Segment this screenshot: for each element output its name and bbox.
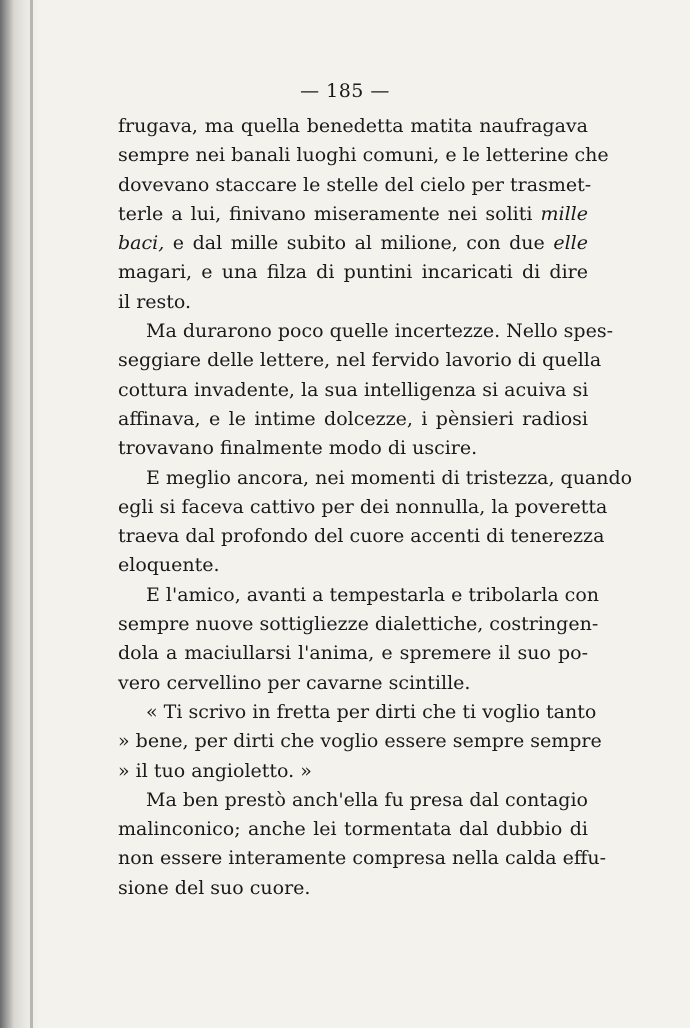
italic-text: elle — [553, 232, 588, 255]
body-text — [118, 112, 633, 903]
text-line: traeva dal profondo del cuore accenti di tenerezza — [118, 525, 605, 548]
text-line: » bene, per dirti che voglio essere sempre sempre — [118, 730, 602, 753]
text-line: trovavano finalmente modo di uscire. — [118, 437, 478, 460]
text-line: dola a maciullarsi l'anima, e spremere il suo po- — [118, 642, 588, 665]
text-line: cottura invadente, la sua intelligenza si acuiva si — [118, 378, 589, 401]
text-line: malinconico; anche lei tormentata dal dubbio di — [118, 818, 588, 841]
text-line: E l'amico, avanti a tempestarla e tribolarla con — [146, 583, 600, 606]
text-line: Ma durarono poco quelle incertezze. Nello spes- — [146, 320, 614, 343]
text-line: non essere interamente compresa nella calda effu- — [118, 847, 607, 870]
text-line: vero cervellino per cavarne scintille. — [118, 671, 471, 694]
text-line: baci, e dal mille subito al milione, con due elle — [118, 232, 588, 255]
text-line: » il tuo angioletto. » — [118, 759, 312, 782]
italic-text: mille — [540, 202, 588, 225]
text-line: sione del suo cuore. — [118, 876, 311, 899]
page-binding-shadow — [0, 0, 40, 1028]
text-line: frugava, ma quella benedetta matita naufragava — [118, 115, 588, 137]
italic-text: baci, — [118, 232, 165, 255]
text-line: il resto. — [118, 290, 192, 313]
text-line: eloquente. — [118, 554, 220, 577]
text-line: sempre nuove sottigliezze dialettiche, costringen- — [118, 613, 599, 636]
page-number: — 185 — — [300, 80, 390, 102]
text-line: affinava, e le intime dolcezze, i pènsieri radiosi — [118, 407, 588, 430]
text-line: « Ti scrivo in fretta per dirti che ti voglio tanto — [146, 700, 597, 723]
text-line: seggiare delle lettere, nel fervido lavorio di quella — [118, 349, 602, 372]
text-line: sempre nei banali luoghi comuni, e le letterine che — [118, 144, 609, 167]
text-line: Ma ben prestò anch'ella fu presa dal contagio — [146, 788, 588, 811]
text-line: egli si faceva cattivo per dei nonnulla, la poveretta — [118, 495, 608, 518]
page-binding-line — [30, 0, 33, 1028]
text-line: dovevano staccare le stelle del cielo per trasmet- — [118, 173, 592, 196]
text-line: E meglio ancora, nei momenti di tristezza, quando — [146, 466, 633, 489]
text-line: magari, e una filza di puntini incaricati di dire — [118, 261, 588, 284]
text-line: terle a lui, finivano miseramente nei soliti mille — [118, 202, 588, 225]
